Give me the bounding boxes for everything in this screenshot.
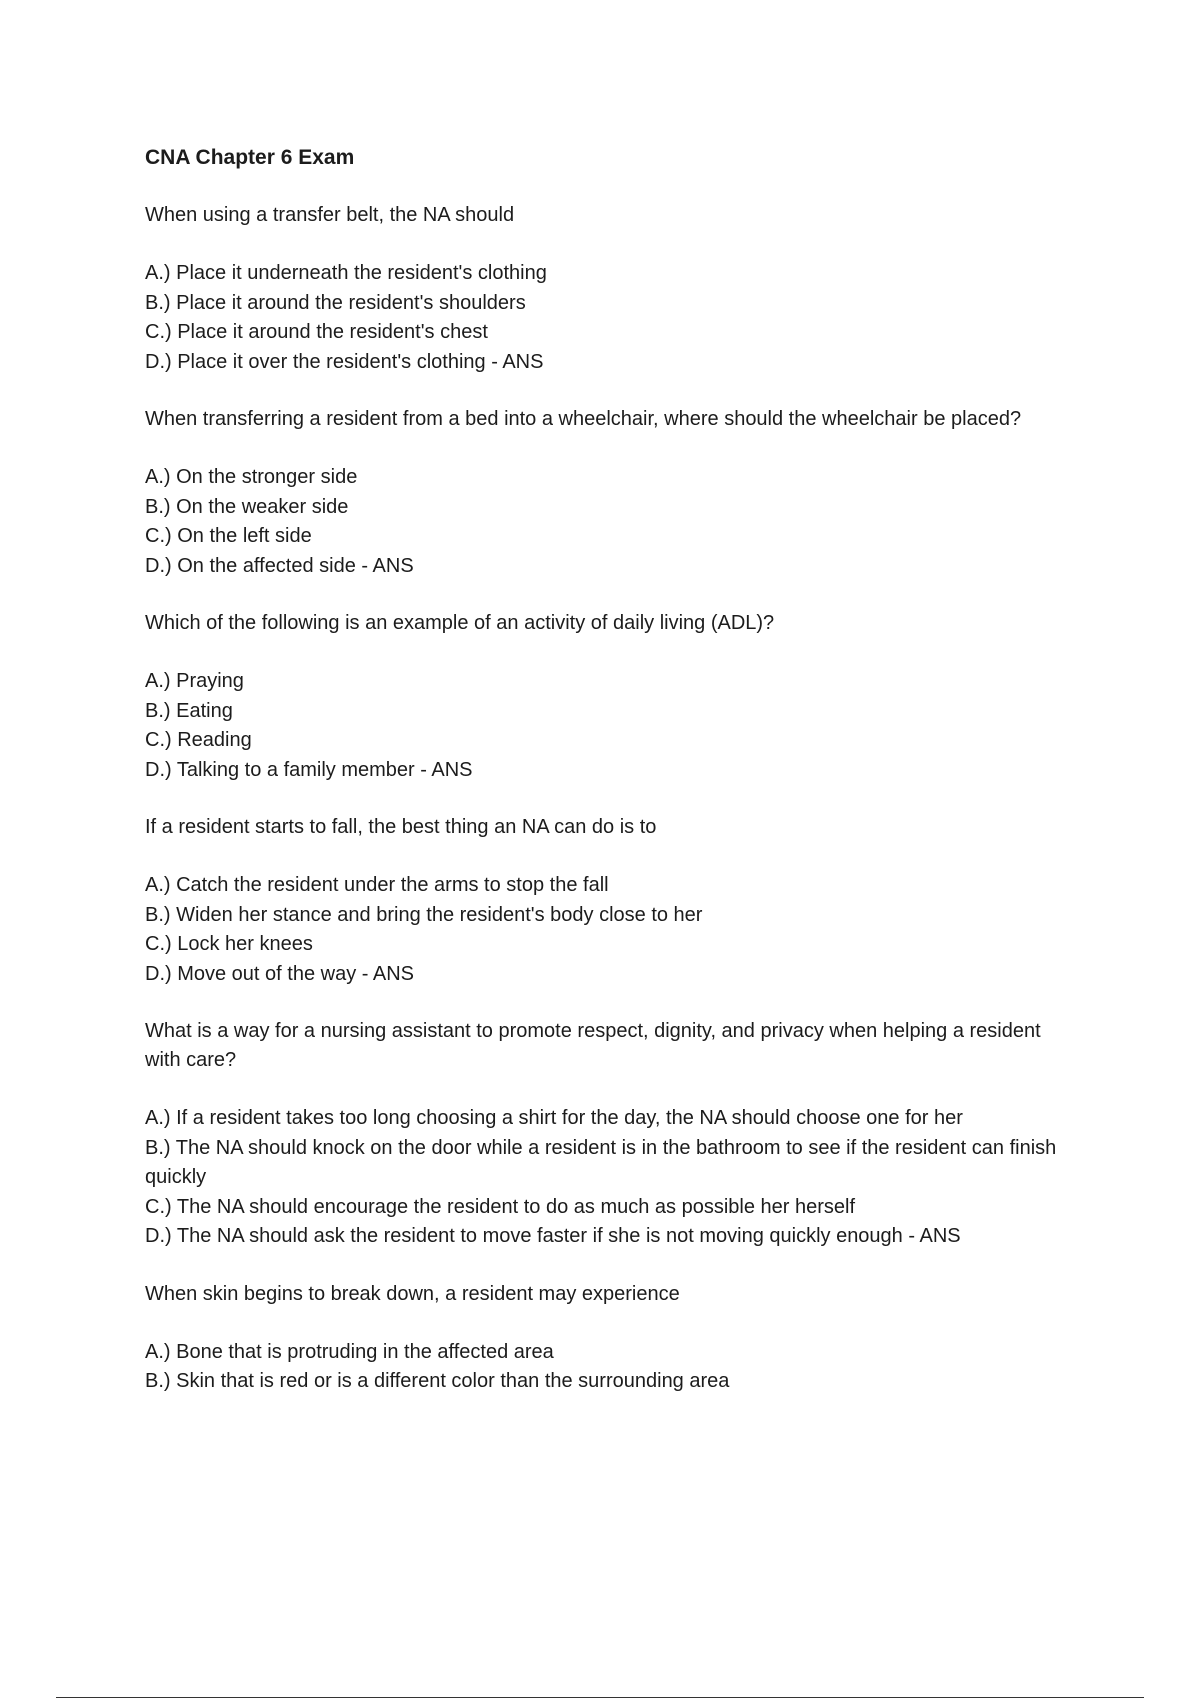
answer-option: B.) Place it around the resident's shoulders bbox=[145, 291, 526, 314]
question-2 bbox=[145, 405, 1075, 581]
answer-option: C.) On the left side bbox=[145, 525, 312, 547]
answer-option: C.) The NA should encourage the resident to do as much as possible her herself bbox=[145, 1195, 856, 1218]
answer-option: C.) Lock her knees bbox=[145, 933, 313, 955]
answer-option: A.) Place it underneath the resident's clothing bbox=[145, 262, 547, 284]
answer-option: D.) Place it over the resident's clothing - ANS bbox=[145, 350, 544, 373]
answer-options bbox=[145, 667, 1075, 785]
answer-option: B.) Widen her stance and bring the resident's body close to her bbox=[145, 903, 703, 926]
question-6 bbox=[145, 1280, 1075, 1397]
question-text: Which of the following is an example of an activity of daily living (ADL)? bbox=[145, 612, 775, 634]
answer-options bbox=[145, 1104, 1075, 1252]
question-text: When using a transfer belt, the NA should bbox=[145, 204, 515, 226]
answer-option: A.) Praying bbox=[145, 670, 244, 692]
question-3 bbox=[145, 609, 1075, 785]
document-title: CNA Chapter 6 Exam bbox=[145, 146, 355, 169]
answer-option: A.) Bone that is protruding in the affected area bbox=[145, 1340, 554, 1363]
answer-option: B.) Skin that is red or is a different color than the surrounding area bbox=[145, 1370, 730, 1392]
answer-option: A.) On the stronger side bbox=[145, 466, 358, 488]
answer-options bbox=[145, 463, 1075, 581]
answer-option: C.) Place it around the resident's chest bbox=[145, 321, 488, 343]
page-footer-divider bbox=[56, 1697, 1144, 1698]
question-1 bbox=[145, 201, 1075, 377]
answer-option: A.) If a resident takes too long choosing a shirt for the day, the NA should choose one for her bbox=[145, 1107, 963, 1129]
answer-options bbox=[145, 871, 1075, 989]
question-4 bbox=[145, 813, 1075, 989]
answer-option: B.) On the weaker side bbox=[145, 495, 349, 518]
question-text: When skin begins to break down, a resident may experience bbox=[145, 1282, 680, 1305]
document-page bbox=[145, 143, 1075, 1425]
answer-option: A.) Catch the resident under the arms to stop the fall bbox=[145, 874, 609, 896]
answer-option: C.) Reading bbox=[145, 729, 252, 751]
question-text: If a resident starts to fall, the best thing an NA can do is to bbox=[145, 816, 657, 838]
answer-option: B.) Eating bbox=[145, 699, 233, 722]
question-text: When transferring a resident from a bed into a wheelchair, where should the wheelchair be placed? bbox=[145, 408, 1022, 430]
answer-option: B.) The NA should knock on the door while a resident is in the bathroom to see if the resident can finish quickly bbox=[145, 1136, 1057, 1188]
answer-options bbox=[145, 1338, 1075, 1397]
answer-options bbox=[145, 259, 1075, 377]
answer-option: D.) On the affected side - ANS bbox=[145, 554, 414, 577]
answer-option: D.) Move out of the way - ANS bbox=[145, 962, 414, 985]
question-5 bbox=[145, 1017, 1075, 1252]
question-text: What is a way for a nursing assistant to promote respect, dignity, and privacy when helping a resident with care? bbox=[145, 1020, 1041, 1071]
answer-option: D.) The NA should ask the resident to move faster if she is not moving quickly enough - ANS bbox=[145, 1225, 961, 1247]
answer-option: D.) Talking to a family member - ANS bbox=[145, 758, 473, 781]
